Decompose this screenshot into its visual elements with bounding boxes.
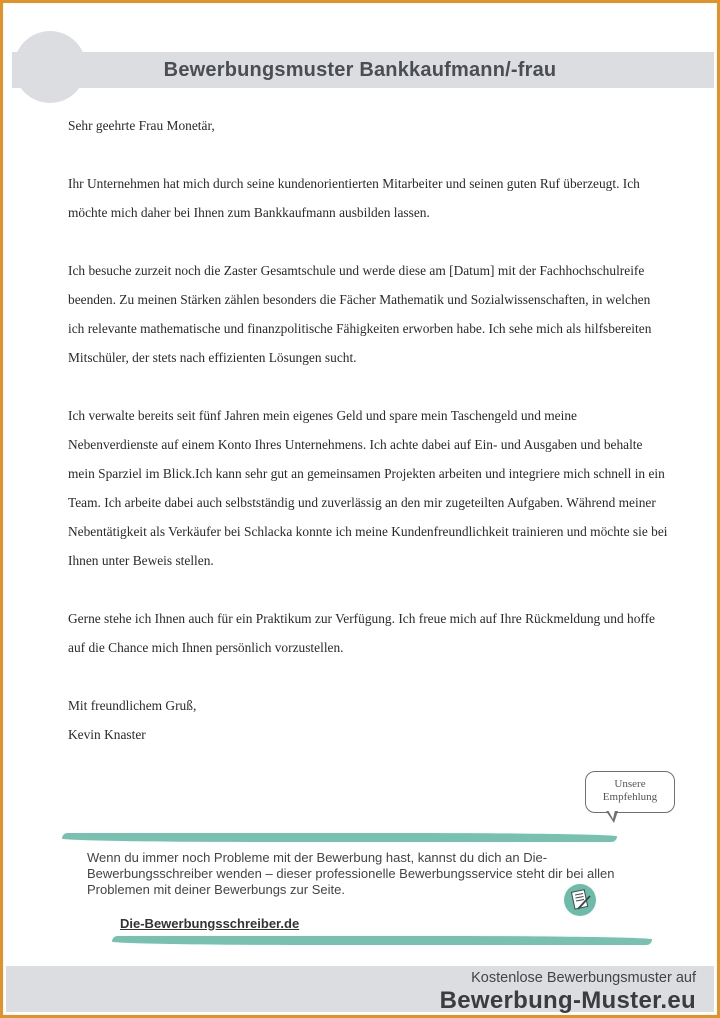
recommendation-bubble xyxy=(585,771,675,813)
brush-stroke-top xyxy=(62,833,617,842)
footer-site-name[interactable]: Bewerbung-Muster.eu xyxy=(439,987,696,1014)
paragraph-3: Ich verwalte bereits seit fünf Jahren mein eigenes Geld und spare mein Taschengeld und meine Nebenverdienste auf einem Konto Ihres Unternehmens. Ich achte dabei auf Ein- und Ausgaben und behalte mein Sparziel im Blick.Ich kann sehr gut an gemeinsamen Projekten arbeiten und integriere mich schnell in ein Team. Ich arbeite dabei auch selbstständig und zuverlässig an den mir zugeteilten Aufgaben. Während meiner Nebentätigkeit als Verkäufer bei Schlacka konnte ich meine Kundenfreundlichkeit trainieren und möchte sie bei Ihnen unter Beweis stellen. xyxy=(68,408,668,568)
document-pen-icon xyxy=(564,884,596,916)
bewerbungsschreiber-link[interactable]: Die-Bewerbungsschreiber.de xyxy=(120,916,300,931)
bubble-tail-inner xyxy=(608,810,615,819)
page-title: Bewerbungsmuster Bankkaufmann/-frau xyxy=(163,59,557,81)
letter-body xyxy=(68,111,668,749)
paragraph-1: Ihr Unternehmen hat mich durch seine kundenorientierten Mitarbeiter und seinen guten Ruf überzeugt. Ich möchte mich daher bei Ihnen zum Bankkaufmann ausbilden lassen. xyxy=(68,176,640,220)
brush-stroke-bottom xyxy=(112,936,652,945)
paragraph-2: Ich besuche zurzeit noch die Zaster Gesamtschule und werde diese am [Datum] mit der Fachhochschulreife beenden. Zu meinen Stärken zählen besonders die Fächer Mathematik und Sozialwissenschaften, in welchen ich relevante mathematische und finanzpolitische Fähigkeiten erworben habe. Ich sehe mich als hilfsbereiten Mitschüler, der stets nach effizienten Lösungen sucht. xyxy=(68,263,652,365)
document-pen-icon-svg xyxy=(564,884,596,916)
bubble-line-1: Unsere xyxy=(614,778,646,790)
signature: Kevin Knaster xyxy=(68,727,146,742)
title-circle-decoration xyxy=(14,31,86,103)
bubble-line-2: Empfehlung xyxy=(602,791,658,803)
paragraph-4: Gerne stehe ich Ihnen auch für ein Praktikum zur Verfügung. Ich freue mich auf Ihre Rückmeldung und hoffe auf die Chance mich Ihnen persönlich vorzustellen. xyxy=(68,611,656,655)
salutation: Sehr geehrte Frau Monetär, xyxy=(68,118,215,133)
closing: Mit freundlichem Gruß, xyxy=(68,698,197,713)
footer-tagline: Kostenlose Bewerbungsmuster auf xyxy=(471,970,696,986)
recommendation-text: Wenn du immer noch Probleme mit der Bewerbung hast, kannst du dich an Die-Bewerbungsschreiber wenden – dieser professionelle Bewerbungsservice steht dir bei allen Problemen mit deiner Bewerbungs zur Seite. xyxy=(87,850,615,897)
